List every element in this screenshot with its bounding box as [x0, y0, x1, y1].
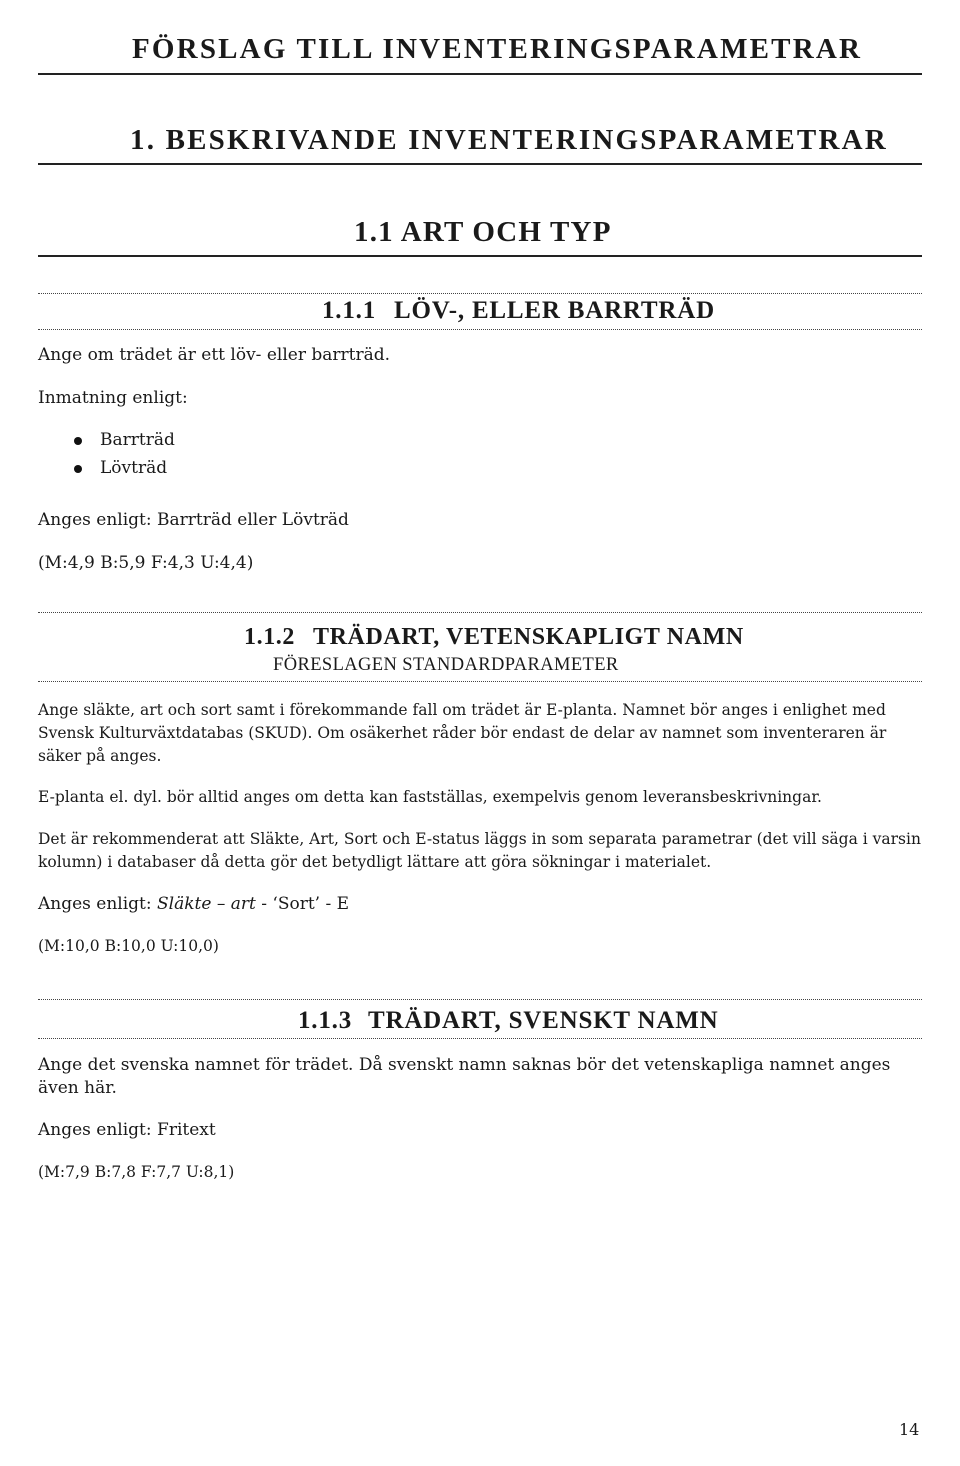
s112-format-prefix: Anges enligt: [38, 894, 158, 914]
chapter-title-rule [38, 163, 922, 165]
s112-paragraph-3: Det är rekommenderat att Släkte, Art, Sort och E-status läggs in som separata parametrar (det vill säga i varsin kolumn) i databaser då detta gör det betydligt lättare att göra sökningar i materialet. [38, 830, 921, 871]
s111-option-2: Lövträd [100, 458, 168, 478]
s112-format-genus: Släkte [157, 894, 212, 914]
main-title-rule [38, 73, 922, 75]
s113-number: 1.1.3 [298, 1007, 352, 1034]
section-title-rule [38, 255, 922, 257]
s112-title: TRÄDART, VETENSKAPLIGT NAMN [313, 624, 744, 650]
s112-format-rest: - ‘Sort’ - E [255, 894, 350, 914]
s112-paragraph-1: Ange släkte, art och sort samt i förekommande fall om trädet är E-planta. Namnet bör anges i enlighet med Svensk Kulturväxtdatabas (SKUD). Om osäkerhet råder bör endast de delar av namnet som inventeraren är säker på anges. [38, 701, 887, 765]
s113-top-rule [38, 999, 922, 1000]
s111-option-1: Barrträd [100, 430, 175, 450]
s112-format: Anges enligt: Släkte – art - ‘Sort’ - E [38, 894, 350, 914]
chapter-title: 1. BESKRIVANDE INVENTERINGSPARAMETRAR [130, 124, 888, 156]
s113-title: TRÄDART, SVENSKT NAMN [368, 1007, 719, 1034]
s111-format: Anges enligt: Barrträd eller Lövträd [38, 510, 349, 530]
s111-scores: (M:4,9 B:5,9 F:4,3 U:4,4) [38, 553, 254, 573]
s113-paragraph-1: Ange det svenska namnet för trädet. Då svenskt namn saknas bör det vetenskapliga namnet anges även här. [38, 1055, 891, 1098]
section-title: 1.1 ART OCH TYP [354, 216, 612, 248]
s111-number: 1.1.1 [322, 297, 376, 324]
s112-top-rule [38, 612, 922, 613]
s113-format: Anges enligt: Fritext [38, 1120, 216, 1140]
s113-scores: (M:7,9 B:7,8 F:7,7 U:8,1) [38, 1163, 235, 1181]
s112-subtitle: FÖRESLAGEN STANDARDPARAMETER [273, 655, 619, 675]
s111-heading [322, 297, 715, 325]
s113-bottom-rule [38, 1038, 922, 1039]
s111-intro: Ange om trädet är ett löv- eller barrträd. [38, 345, 390, 365]
s112-bottom-rule [38, 681, 922, 682]
s112-number: 1.1.2 [244, 624, 295, 650]
s111-bottom-rule [38, 329, 922, 330]
s112-paragraph-2: E-planta el. dyl. bör alltid anges om detta kan fastställas, exempelvis genom leveransbeskrivningar. [38, 788, 822, 806]
s111-input-label: Inmatning enligt: [38, 388, 188, 408]
s112-scores: (M:10,0 B:10,0 U:10,0) [38, 937, 219, 955]
s112-format-species: art [230, 894, 256, 914]
s113-heading [298, 1007, 718, 1035]
bullet-dot-2 [74, 465, 82, 473]
s112-heading [244, 624, 744, 651]
s111-top-rule [38, 293, 922, 294]
s111-title: LÖV-, ELLER BARRTRÄD [394, 297, 715, 324]
bullet-dot-1 [74, 437, 82, 445]
main-title: FÖRSLAG TILL INVENTERINGSPARAMETRAR [132, 33, 863, 65]
page-number: 14 [899, 1420, 920, 1439]
